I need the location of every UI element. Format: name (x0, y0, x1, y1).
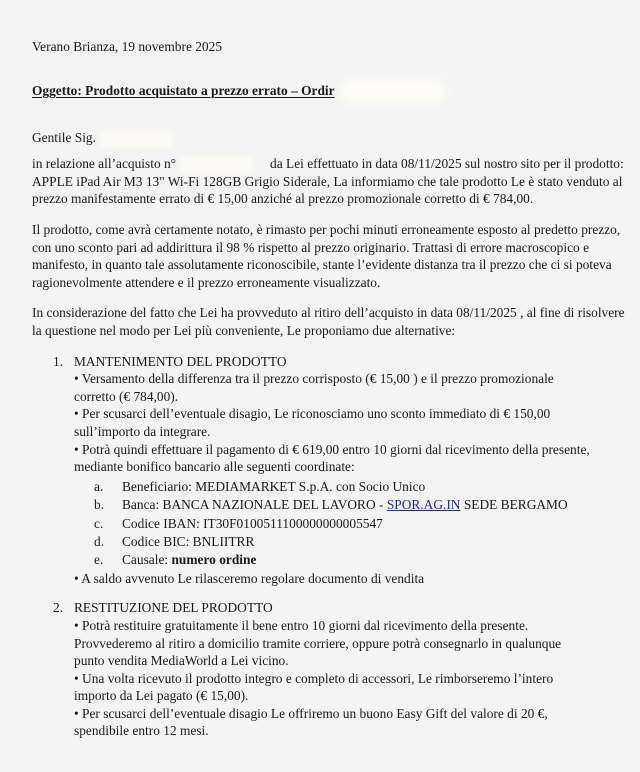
redacted-purchase-number (182, 158, 252, 172)
option1-number: 1. (53, 353, 64, 369)
option2-bullet: • Potrà restituire gratuitamente il bene entro 10 giorni dal ricevimento della presente. Provvederemo al ritiro a domicilio tramite corriere, oppure potrà consegnarlo in qualunque punto vendita MediaWorld a Lei vicino. (74, 617, 562, 669)
option2-body (74, 599, 592, 740)
list-letter: e. (94, 552, 104, 568)
option1-body (74, 353, 592, 588)
option1-bullet: • Versamento della differenza tra il prezzo corrisposto (€ 15,00 ) e il prezzo promozionale corretto (€ 784,00). (74, 371, 554, 404)
paragraph1-part2: da Lei effettuato in data 08/11/2025 sul nostro sito per il prodotto: APPLE iPad Air M3 13" Wi-Fi 128GB Grigio Siderale, La informiamo che tale prodotto Le è stato venduto al prezzo manifestamente errato di € 15,00 anziché al prezzo promozionale corretto di € 784,00. (32, 156, 624, 207)
coordinate-text: Codice IBAN: IT30F0100511100000000005547 (122, 515, 383, 531)
option2-bullet: • Una volta ricevuto il prodotto integro e completo di accessori, Le rimborseremo l’intero importo da Lei pagato (€ 15,00). (74, 670, 554, 704)
list-letter: b. (94, 497, 105, 513)
list-letter: c. (94, 515, 104, 531)
bank-coordinates-list (74, 478, 592, 570)
place-date: Verano Brianza, 19 novembre 2025 (32, 39, 223, 54)
option1-bullet: • Per scusarci dell’eventuale disagio, Le riconosciamo uno sconto immediato di € 150,00 sull’importo da integrare. (74, 406, 551, 439)
option2-title: RESTITUZIONE DEL PRODOTTO (74, 600, 273, 616)
option1-title: MANTENIMENTO DEL PRODOTTO (74, 353, 287, 369)
option2-number: 2. (53, 600, 64, 616)
list-letter: d. (94, 533, 105, 549)
paragraph-error-explanation: Il prodotto, come avrà certamente notato, è rimasto per pochi minuti erroneamente esposto al predetto prezzo, con uno sconto pari ad addirittura il 98 % rispetto al prezzo originario. Trattasi di errore macroscopico e manifesto, in quanto tale assolutamente riconoscibile, stante l’evidente distanza tra il prezzo che ci si poteva ragionevolmente attendere e il prezzo erroneamente visualizzato. (32, 221, 621, 290)
bank-branch-link[interactable]: SPOR.AG.IN (386, 497, 461, 513)
paragraph1-part1: in relazione all’acquisto n° (32, 156, 177, 172)
coordinate-iban (74, 515, 592, 533)
option1-closing-bullet: • A saldo avvenuto Le rilasceremo regolare documento di vendita (74, 570, 425, 586)
coordinate-text: Causale: (122, 552, 172, 568)
coordinate-bic (74, 533, 592, 551)
coordinate-beneficiary (74, 478, 592, 496)
option1-bullet: • Potrà quindi effettuare il pagamento di € 619,00 entro 10 giorni dal ricevimento della presente, mediante bonifico bancario alle seguenti coordinate: (74, 441, 590, 475)
coordinate-text: Beneficiario: MEDIAMARKET S.p.A. con Socio Unico (122, 478, 426, 494)
paragraph-purchase-details (32, 155, 626, 208)
list-letter: a. (94, 478, 104, 494)
greeting (32, 129, 626, 147)
redacted-order-number (343, 82, 443, 100)
coordinate-text: SEDE BERGAMO (460, 497, 568, 513)
coordinate-bold-text: numero ordine (171, 552, 257, 568)
option2 (53, 599, 626, 740)
subject-row (32, 82, 626, 100)
coordinate-text: Codice BIC: BNLIITRR (122, 533, 255, 549)
redacted-recipient-name (102, 132, 172, 146)
subject-line: Oggetto: Prodotto acquistato a prezzo errato – Ordir (32, 82, 335, 98)
coordinate-bank (74, 496, 592, 514)
option1 (53, 353, 626, 588)
paragraph-alternatives-intro: In considerazione del fatto che Lei ha provveduto al ritiro dell’acquisto in data 08/11/2025 , al fine di risolvere la questione nel modo per Lei più conveniente, Le proponiamo due alternative: (32, 305, 625, 338)
option2-bullet: • Per scusarci dell’eventuale disagio Le offriremo un buono Easy Gift del valore di 20 €, spendibile entro 12 mesi. (74, 705, 548, 739)
greeting-text: Gentile Sig. (32, 129, 96, 145)
coordinate-text: Banca: BANCA NAZIONALE DEL LAVORO - (122, 497, 387, 513)
coordinate-reason (74, 551, 592, 569)
